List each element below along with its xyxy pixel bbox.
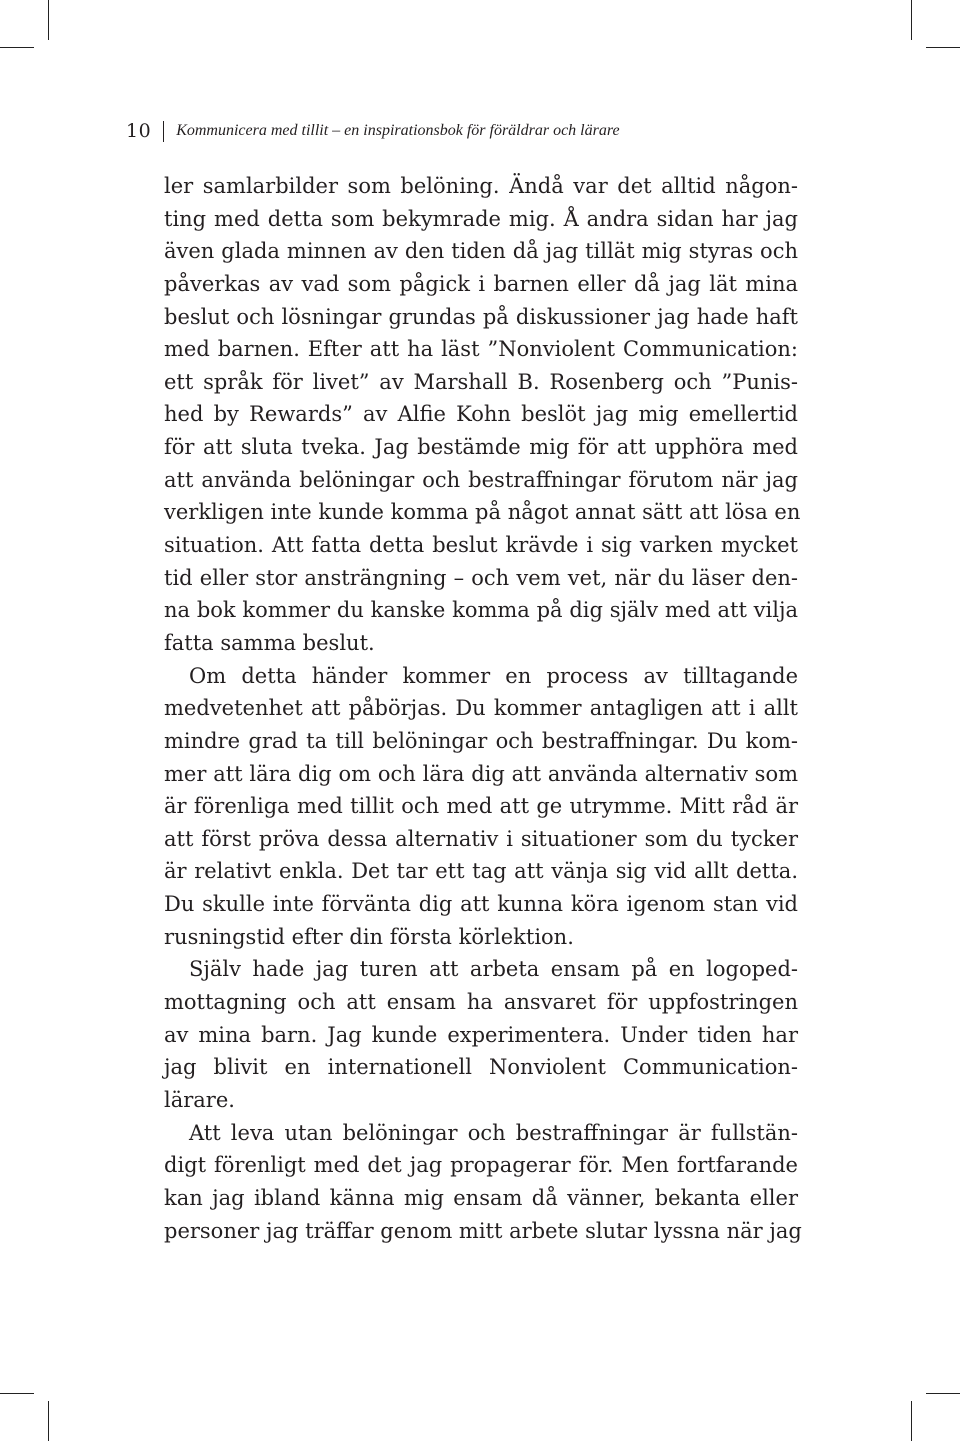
text-line: na bok kommer du kanske komma på dig själv med att vilja xyxy=(164,598,798,623)
text-line: är förenliga med tillit och med att ge utrymme. Mitt råd är xyxy=(164,794,798,819)
text-line: ting med detta som bekymrade mig. Å andra sidan har jag xyxy=(164,206,798,231)
header-divider xyxy=(163,121,164,142)
crop-mark-bottom-left-vertical xyxy=(48,1401,49,1441)
text-line: att först pröva dessa alternativ i situationer som du tycker xyxy=(164,826,798,851)
crop-mark-top-left-horizontal xyxy=(0,47,34,48)
text-line: Själv hade jag turen att arbeta ensam på en logoped- xyxy=(189,957,798,982)
text-line: att använda belöningar och bestraffningar förutom när jag xyxy=(164,467,798,492)
text-line: jag blivit en internationell Nonviolent Communication- xyxy=(164,1055,798,1080)
text-line: personer jag träffar genom mitt arbete slutar lyssna när jag xyxy=(164,1218,802,1243)
text-line: med barnen. Efter att ha läst ”Nonviolent Communication: xyxy=(164,337,798,362)
text-line: påverkas av vad som pågick i barnen eller då jag lät mina xyxy=(164,271,798,296)
text-line: mer att lära dig om och lära dig att använda alternativ som xyxy=(164,761,798,786)
text-line: hed by Rewards” av Alfie Kohn beslöt jag mig emellertid xyxy=(164,402,798,427)
text-line: Att leva utan belöningar och bestraffningar är fullstän- xyxy=(189,1120,798,1145)
text-line: kan jag ibland känna mig ensam då vänner, bekanta eller xyxy=(164,1185,798,1210)
text-line: digt förenligt med det jag propagerar för. Men fortfarande xyxy=(164,1153,798,1178)
text-line: ett språk för livet” av Marshall B. Rosenberg och ”Punis- xyxy=(164,369,798,394)
crop-mark-bottom-left-horizontal xyxy=(0,1393,34,1394)
text-line: lärare. xyxy=(164,1087,235,1112)
text-line: av mina barn. Jag kunde experimentera. Under tiden har xyxy=(164,1022,798,1047)
text-line: Du skulle inte förvänta dig att kunna köra igenom stan vid xyxy=(164,892,798,917)
text-line: ler samlarbilder som belöning. Ändå var det alltid någon- xyxy=(164,174,798,198)
text-line: beslut och lösningar grundas på diskussioner jag hade haft xyxy=(164,304,798,329)
text-line: är relativt enkla. Det tar ett tag att vänja sig vid allt detta. xyxy=(164,859,798,884)
body-text xyxy=(164,170,802,1247)
text-line: tid eller stor ansträngning – och vem vet, när du läser den- xyxy=(164,565,798,590)
text-line: Om detta händer kommer en process av tilltagande xyxy=(189,663,798,688)
running-title: Kommunicera med tillit – en inspirationsbok för föräldrar och lärare xyxy=(176,122,620,139)
crop-mark-bottom-right-horizontal xyxy=(926,1393,960,1394)
crop-mark-top-right-horizontal xyxy=(926,47,960,48)
text-line: verkligen inte kunde komma på något annat sätt att lösa en xyxy=(164,500,801,525)
text-line: även glada minnen av den tiden då jag tillät mig styras och xyxy=(164,239,798,264)
text-line: rusningstid efter din första körlektion. xyxy=(164,924,574,949)
crop-mark-top-right-vertical xyxy=(911,0,912,40)
text-line: medvetenhet att påbörjas. Du kommer antagligen att i allt xyxy=(164,696,798,721)
crop-mark-top-left-vertical xyxy=(48,0,49,40)
text-line: fatta samma beslut. xyxy=(164,630,375,655)
text-line: mindre grad ta till belöningar och bestraffningar. Du kom- xyxy=(164,728,798,753)
crop-mark-bottom-right-vertical xyxy=(911,1401,912,1441)
text-line: för att sluta tveka. Jag bestämde mig för att upphöra med xyxy=(164,435,798,460)
text-line: situation. Att fatta detta beslut krävde i sig varken mycket xyxy=(164,533,798,558)
text-line: mottagning och att ensam ha ansvaret för uppfostringen xyxy=(164,990,798,1015)
running-header xyxy=(126,120,620,142)
page-number: 10 xyxy=(126,120,152,142)
